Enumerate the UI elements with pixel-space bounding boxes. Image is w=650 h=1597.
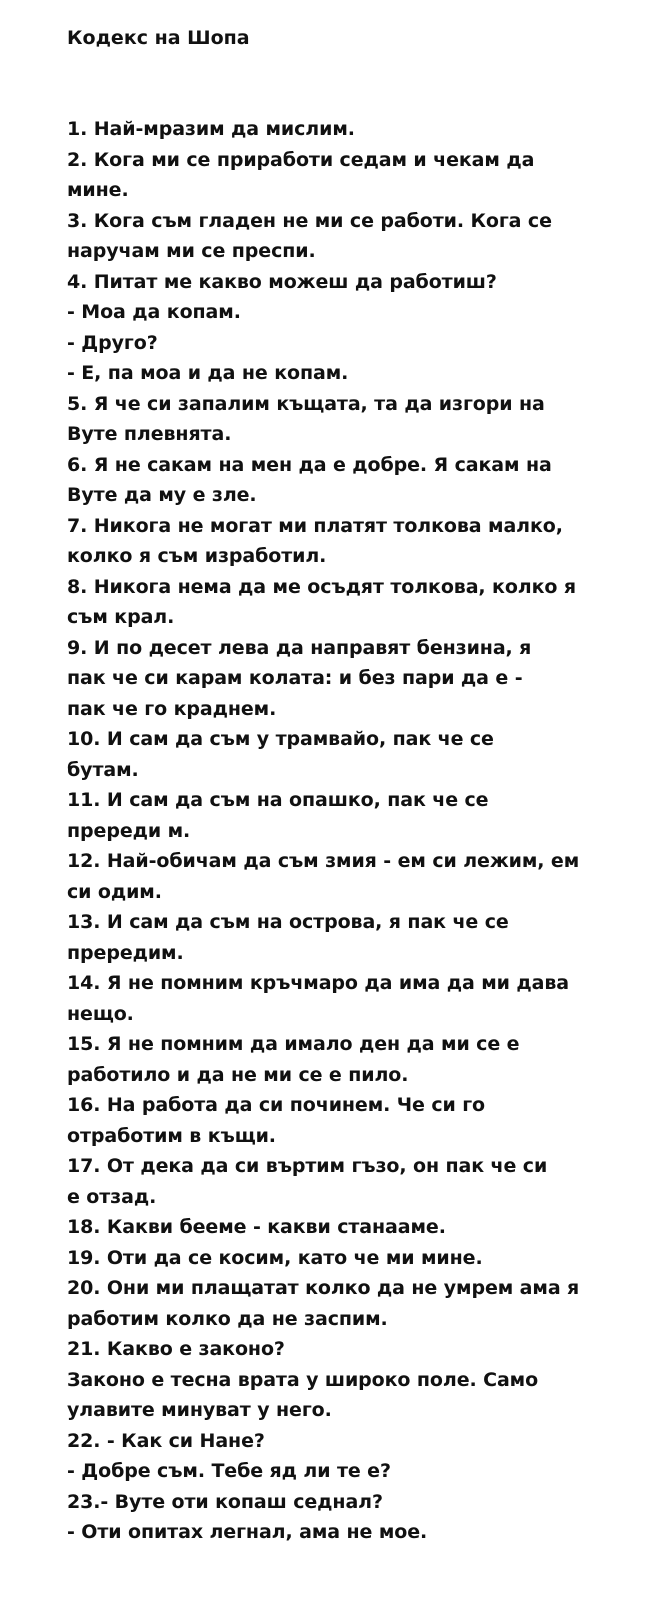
text-line: 3. Кога съм гладен не ми се работи. Кога се (67, 209, 552, 232)
text-line: бутам. (67, 758, 139, 781)
page-title: Кодекс на Шопа (67, 27, 250, 49)
code-list (67, 114, 627, 1548)
text-line: 7. Никога не могат ми платят толкова малко, (67, 514, 563, 537)
text-line: 20. Они ми плащатат колко да не умрем ама я (67, 1277, 580, 1299)
text-line: 13. И сам да съм на острова, я пак че се (67, 911, 509, 933)
text-line: 19. Оти да се косим, като че ми мине. (67, 1246, 483, 1269)
text-line: 9. И по десет лева да направят бензина, я (67, 636, 532, 659)
text-line: пак че го краднем. (67, 697, 277, 720)
text-line: - Моа да копам. (67, 301, 241, 323)
text-line: 5. Я че си запалим къщата, та да изгори на (67, 392, 545, 415)
text-line: 1. Най-мразим да мислим. (67, 118, 355, 140)
text-line: пререди м. (67, 819, 191, 842)
text-line: отработим в къщи. (67, 1124, 276, 1147)
text-line: си одим. (67, 880, 162, 903)
text-line: работило и да не ми се е пило. (67, 1063, 409, 1086)
text-line: 12. Най-обичам да съм змия - ем си лежим, ем (67, 850, 580, 872)
text-line: 8. Никога нема да ме осъдят толкова, колко я (67, 575, 576, 598)
text-line: Вуте плевнята. (67, 423, 232, 445)
text-line: 17. От дека да си въртим гъзо, он пак че си (67, 1155, 548, 1177)
text-line: прередим. (67, 941, 184, 964)
text-line: колко я съм изработил. (67, 545, 327, 567)
text-line: пак че си карам колата: и без пари да е - (67, 667, 523, 689)
text-line: - Е, па моа и да не копам. (67, 362, 349, 384)
text-line: работим колко да не заспим. (67, 1307, 388, 1330)
text-line: съм крал. (67, 606, 175, 628)
text-line: 4. Питат ме какво можеш да работиш? (67, 270, 497, 293)
text-line: 16. На работа да си починем. Че си го (67, 1094, 486, 1116)
text-line: нещо. (67, 1002, 134, 1025)
text-line: Вуте да му е зле. (67, 484, 257, 506)
text-line: 22. - Как си Нане? (67, 1429, 265, 1452)
text-line: наручам ми се преспи. (67, 240, 316, 262)
text-line: 10. И сам да съм у трамвайо, пак че се (67, 728, 494, 750)
text-line: мине. (67, 179, 129, 201)
text-line: 11. И сам да съм на опашко, пак че се (67, 789, 489, 811)
text-line: - Друго? (67, 331, 158, 354)
text-line: улавите минуват у него. (67, 1399, 332, 1421)
text-line: е отзад. (67, 1185, 157, 1208)
text-line: 14. Я не помним кръчмаро да има да ми дава (67, 972, 569, 994)
text-line: 23.- Вуте оти копаш седнал? (67, 1490, 383, 1513)
text-line: 6. Я не сакам на мен да е добре. Я сакам на (67, 453, 552, 476)
text-line: - Добре съм. Тебе яд ли те е? (67, 1460, 391, 1482)
text-line: 15. Я не помним да имало ден да ми се е (67, 1033, 520, 1055)
text-line: - Оти опитах легнал, ама не мое. (67, 1521, 428, 1543)
text-line: 18. Какви беeме - какви станааме. (67, 1216, 446, 1238)
text-line: 21. Какво е законо? (67, 1338, 285, 1360)
text-line: Законо е тесна врата у широко поле. Само (67, 1368, 539, 1391)
text-line: 2. Кога ми се приработи седам и чекам да (67, 148, 535, 171)
